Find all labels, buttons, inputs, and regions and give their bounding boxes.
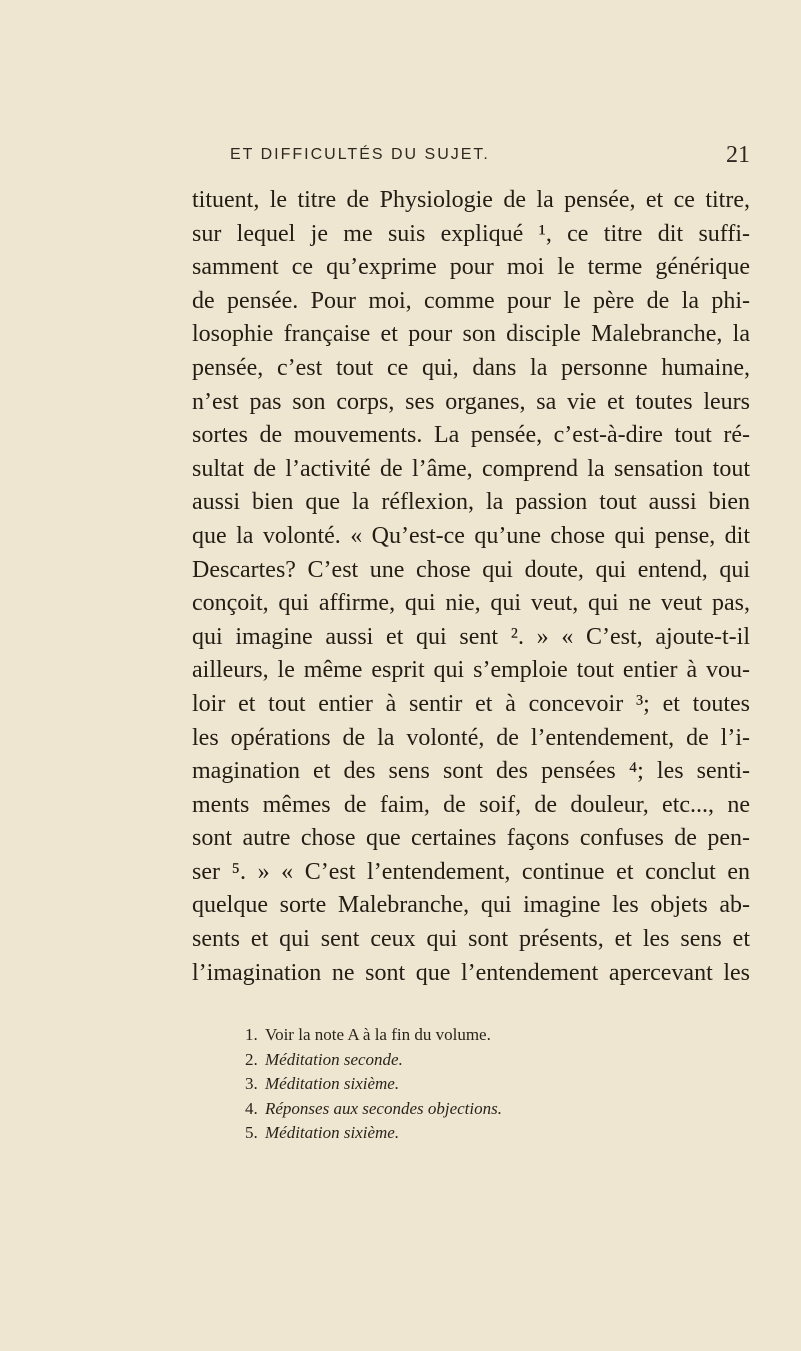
footnote-text: Méditation seconde.	[265, 1049, 403, 1069]
footnote-number: 3.	[245, 1074, 258, 1093]
text-line: Descartes? C’est une chose qui doute, qui entend, qui	[192, 556, 750, 583]
running-head-title: ET DIFFICULTÉS DU SUJET.	[230, 146, 490, 163]
text-line: sortes de mouvements. La pensée, c’est-à-dire tout ré-	[192, 422, 750, 449]
text-line: magination et des sens sont des pensées ⁴; les senti-	[192, 758, 750, 785]
body-text	[192, 184, 750, 990]
text-line: sur lequel je me suis expliqué ¹, ce titre dit suffi-	[192, 220, 750, 247]
text-line: tituent, le titre de Physiologie de la pensée, et ce titre,	[192, 187, 750, 213]
footnote	[245, 1097, 745, 1122]
footnote	[245, 1023, 745, 1048]
footnote-number: 4.	[245, 1098, 258, 1118]
footnote-text: Méditation sixième.	[265, 1074, 400, 1093]
footnotes	[245, 1023, 745, 1146]
footnote	[245, 1048, 745, 1073]
text-line: sents et qui sent ceux qui sont présents, et les sens et	[192, 926, 750, 953]
footnote-text: Voir la note A à la fin du volume.	[265, 1025, 491, 1044]
footnote-number: 1.	[245, 1025, 258, 1044]
footnote	[245, 1121, 745, 1146]
text-line: de pensée. Pour moi, comme pour le père de la phi-	[192, 287, 750, 314]
text-line: samment ce qu’exprime pour moi le terme générique	[192, 254, 750, 281]
text-line: losophie française et pour son disciple Malebranche, la	[192, 321, 750, 348]
text-line: sultat de l’activité de l’âme, comprend la sensation tout	[192, 455, 750, 482]
footnote	[245, 1072, 745, 1097]
text-line: pensée, c’est tout ce qui, dans la personne humaine,	[192, 354, 750, 381]
text-line: conçoit, qui affirme, qui nie, qui veut, qui ne veut pas,	[192, 590, 750, 617]
footnote-number: 2.	[245, 1049, 258, 1069]
text-line: ments mêmes de faim, de soif, de douleur, etc..., ne	[192, 791, 750, 818]
text-line: ailleurs, le même esprit qui s’emploie tout entier à vou-	[192, 657, 750, 684]
text-line: aussi bien que la réflexion, la passion tout aussi bien	[192, 489, 750, 516]
text-line: les opérations de la volonté, de l’entendement, de l’i-	[192, 724, 750, 751]
footnote-text: Méditation sixième.	[265, 1123, 400, 1142]
text-line: l’imagination ne sont que l’entendement apercevant les	[192, 959, 750, 986]
text-line: n’est pas son corps, ses organes, sa vie et toutes leurs	[192, 388, 750, 415]
page-number: 21	[726, 142, 750, 168]
text-line: que la volonté. « Qu’est-ce qu’une chose qui pense, dit	[192, 522, 750, 549]
footnote-text: Réponses aux secondes objections.	[265, 1098, 502, 1118]
text-line: sont autre chose que certaines façons confuses de pen-	[192, 825, 750, 852]
text-line: ser ⁵. » « C’est l’entendement, continue et conclut en	[192, 858, 750, 885]
text-line: quelque sorte Malebranche, qui imagine les objets ab-	[192, 892, 750, 919]
footnote-number: 5.	[245, 1123, 258, 1142]
text-line: qui imagine aussi et qui sent ². » « C’est, ajoute-t-il	[192, 623, 750, 650]
text-line: loir et tout entier à sentir et à concevoir ³; et toutes	[192, 690, 750, 717]
